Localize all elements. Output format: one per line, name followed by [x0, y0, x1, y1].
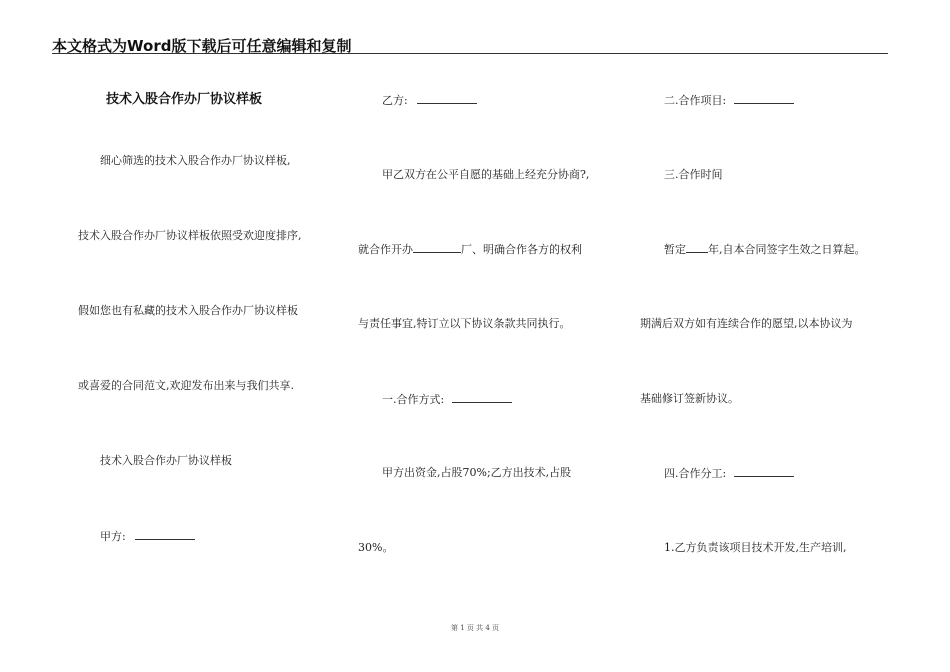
col2-p2-before: 就合作开办 [358, 243, 413, 256]
party-a-blank [135, 529, 195, 540]
col1-paragraph-2: 技术入股合作办厂协议样板依照受欢迎度排序, [78, 229, 302, 242]
document-title: 技术入股合作办厂协议样板 [106, 92, 263, 107]
cooperation-method-label: 一.合作方式: [382, 393, 445, 406]
col1-paragraph-1: 细心筛选的技术入股合作办厂协议样板, [100, 154, 291, 167]
page-number: 第 1 页 共 4 页 [450, 624, 500, 632]
col1-paragraph-3: 假如您也有私藏的技术入股合作办厂协议样板 [78, 304, 298, 317]
col3-paragraph-4: 1.乙方负责该项目技术开发,生产培训, [664, 541, 847, 554]
division-of-labor-label: 四.合作分工: [664, 467, 727, 480]
document-header-banner: 本文格式为Word版下载后可任意编辑和复制 [52, 37, 352, 55]
years-blank [686, 242, 708, 253]
cooperation-method-blank [452, 392, 512, 403]
division-of-labor-line [664, 466, 794, 481]
col2-p2-after: 厂、明确合作各方的权利 [461, 243, 582, 256]
party-b-label: 乙方: [382, 94, 408, 107]
division-of-labor-blank [734, 466, 794, 477]
cooperation-project-line [664, 93, 794, 108]
col3-p1-before: 暂定 [664, 243, 686, 256]
col3-paragraph-2: 期满后双方如有连续合作的愿望,以本协议为 [640, 317, 853, 330]
cooperation-project-label: 二.合作项目: [664, 94, 727, 107]
col2-paragraph-3: 与责任事宜,特订立以下协议条款共同执行。 [358, 317, 571, 330]
party-a-label: 甲方: [100, 530, 126, 543]
col3-paragraph-3: 基础修订签新协议。 [640, 392, 739, 405]
col2-paragraph-1: 甲乙双方在公平自愿的基础上经充分协商?, [382, 168, 590, 181]
col2-paragraph-5: 30%。 [358, 541, 394, 554]
col2-paragraph-2 [358, 242, 582, 257]
cooperation-method-line [382, 392, 512, 407]
header-divider [52, 53, 888, 54]
cooperation-project-blank [734, 93, 794, 104]
col2-paragraph-4: 甲方出资金,占股70%;乙方出技术,占股 [382, 466, 572, 479]
party-b-blank [417, 93, 477, 104]
cooperation-time-heading: 三.合作时间 [664, 168, 723, 181]
col3-p1-after: 年,自本合同签字生效之日算起。 [708, 243, 866, 256]
party-a-line [100, 529, 195, 544]
col1-paragraph-4: 或喜爱的合同范文,欢迎发布出来与我们共享. [78, 379, 294, 392]
party-b-line [382, 93, 477, 108]
col3-paragraph-1 [664, 242, 866, 257]
col1-subtitle: 技术入股合作办厂协议样板 [100, 454, 232, 467]
factory-name-blank [413, 242, 461, 253]
